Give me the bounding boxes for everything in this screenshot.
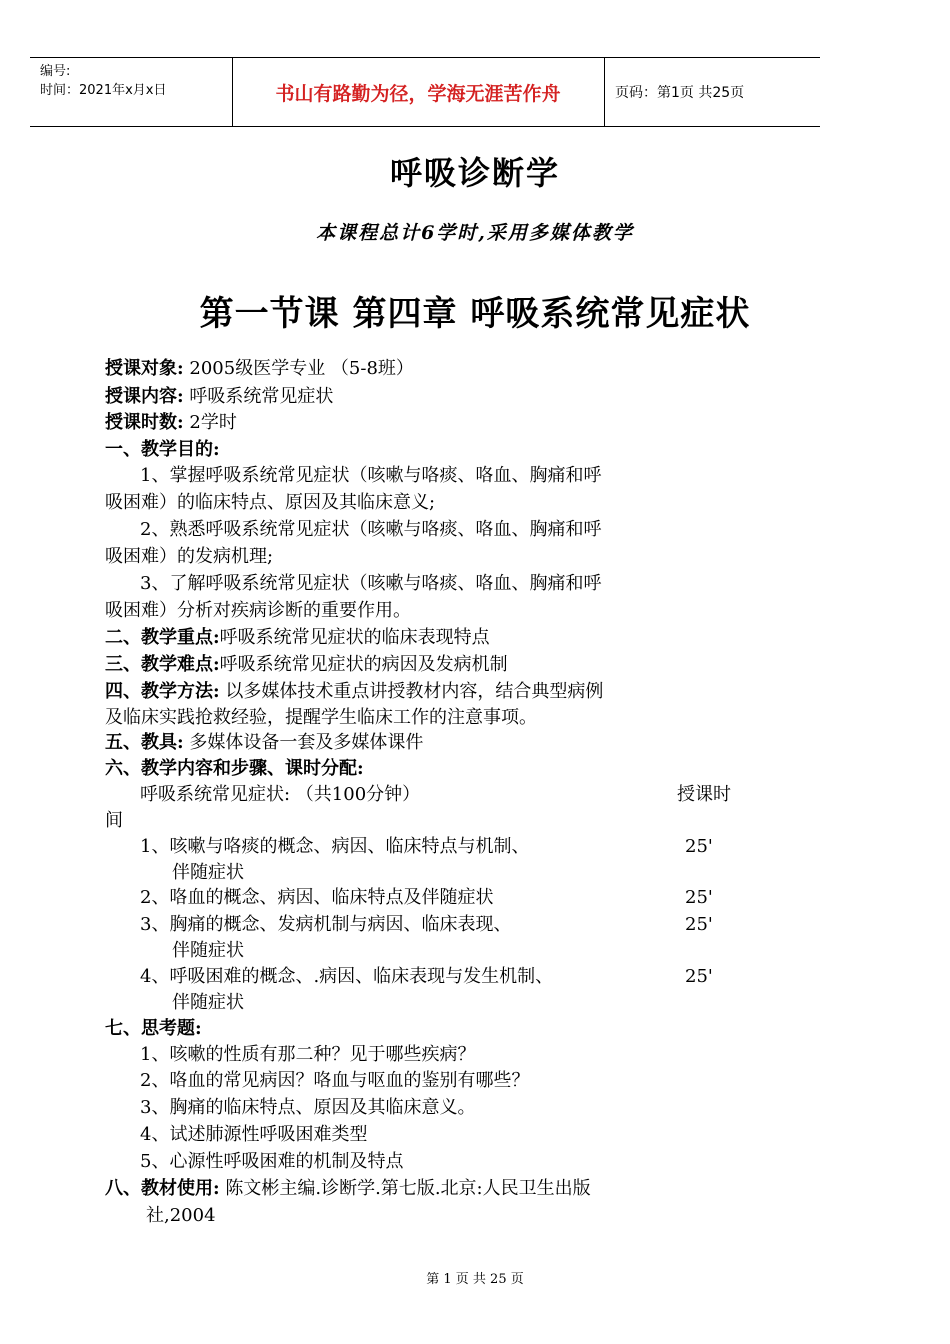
key-points-value: 呼吸系统常见症状的临床表现特点 xyxy=(219,627,490,648)
schedule-item-4-time: 25' xyxy=(685,966,713,987)
tools xyxy=(105,730,423,756)
question-4: 4、试述肺源性呼吸困难类型 xyxy=(140,1124,368,1145)
schedule-item-1: 1、咳嗽与咯痰的概念、病因、临床特点与机制、 xyxy=(140,836,530,857)
goal-1-line-2: 吸困难）的临床特点、原因及其临床意义; xyxy=(105,492,436,513)
doc-subtitle: 本课程总计6学时,采用多媒体教学 xyxy=(316,222,634,244)
schedule-heading: 六、教学内容和步骤、课时分配: xyxy=(105,758,364,779)
info-target-label: 授课对象: xyxy=(105,358,184,379)
info-hours-label: 授课时数: xyxy=(105,412,184,433)
difficulties xyxy=(105,652,508,678)
schedule-item-3: 3、胸痛的概念、发病机制与病因、临床表现、 xyxy=(140,914,512,935)
textbook-value-2: 社,2004 xyxy=(146,1205,216,1226)
tools-value: 多媒体设备一套及多媒体课件 xyxy=(189,732,424,753)
methods-value-1: 以多媒体技术重点讲授教材内容，结合典型病例 xyxy=(225,681,604,702)
textbook-label: 八、教材使用: xyxy=(105,1178,220,1199)
textbook-value-1: 陈文彬主编.诊断学.第七版.北京:人民卫生出版 xyxy=(225,1178,591,1199)
goal-2-line-2: 吸困难）的发病机理; xyxy=(105,546,274,567)
header-motto: 书山有路勤为径，学海无涯苦作舟 xyxy=(275,82,561,105)
tools-label: 五、教具: xyxy=(105,732,184,753)
methods xyxy=(105,679,603,705)
info-hours xyxy=(105,410,237,436)
schedule-item-1-time: 25' xyxy=(685,836,713,857)
info-content-value: 呼吸系统常见症状 xyxy=(189,386,334,407)
schedule-item-2-time: 25' xyxy=(685,887,713,908)
questions-heading: 七、思考题: xyxy=(105,1018,202,1039)
textbook xyxy=(105,1176,591,1202)
schedule-column-label-cont: 间 xyxy=(105,810,123,831)
goal-3-line-1: 3、了解呼吸系统常见症状（咳嗽与咯痰、咯血、胸痛和呼 xyxy=(140,573,602,594)
schedule-item-4: 4、呼吸困难的概念、.病因、临床表现与发生机制、 xyxy=(140,966,554,987)
methods-value-2: 及临床实践抢救经验，提醒学生临床工作的注意事项。 xyxy=(105,707,537,728)
question-1: 1、咳嗽的性质有那二种？见于哪些疾病？ xyxy=(140,1044,476,1065)
header-divider xyxy=(604,58,605,126)
header-meta xyxy=(40,62,166,100)
info-content-label: 授课内容: xyxy=(105,386,184,407)
goals-heading: 一、教学目的: xyxy=(105,439,220,460)
methods-label: 四、教学方法: xyxy=(105,681,220,702)
goal-3-line-2: 吸困难）分析对疾病诊断的重要作用。 xyxy=(105,600,411,621)
schedule-item-2: 2、咯血的概念、病因、临床特点及伴随症状 xyxy=(140,887,494,908)
header-number-label: 编号: xyxy=(40,64,71,79)
key-points-label: 二、教学重点: xyxy=(105,627,220,648)
doc-title: 呼吸诊断学 xyxy=(389,154,560,192)
header-page-label: 页码：第1页 共25页 xyxy=(615,85,745,101)
schedule-item-4-cont: 伴随症状 xyxy=(172,992,244,1013)
schedule-item-3-time: 25' xyxy=(685,914,713,935)
goal-1-line-1: 1、掌握呼吸系统常见症状（咳嗽与咯痰、咯血、胸痛和呼 xyxy=(140,465,602,486)
page-header xyxy=(30,57,820,127)
difficulties-label: 三、教学难点: xyxy=(105,654,220,675)
schedule-item-3-cont: 伴随症状 xyxy=(172,940,244,961)
question-2: 2、咯血的常见病因？咯血与呕血的鉴别有哪些？ xyxy=(140,1070,530,1091)
question-3: 3、胸痛的临床特点、原因及其临床意义。 xyxy=(140,1097,476,1118)
schedule-column-label: 授课时 xyxy=(677,784,731,805)
schedule-item-1-cont: 伴随症状 xyxy=(172,862,244,883)
key-points xyxy=(105,625,490,651)
header-time-label: 时间：2021年x月x日 xyxy=(40,83,167,98)
page-footer: 第 1 页 共 25 页 xyxy=(426,1272,524,1287)
info-target xyxy=(105,356,414,382)
info-hours-value: 2学时 xyxy=(189,412,237,433)
lesson-title: 第一节课 第四章 呼吸系统常见症状 xyxy=(199,294,751,334)
question-5: 5、心源性呼吸困难的机制及特点 xyxy=(140,1151,404,1172)
difficulties-value: 呼吸系统常见症状的病因及发病机制 xyxy=(219,654,508,675)
schedule-intro: 呼吸系统常见症状: （共100分钟） xyxy=(140,784,421,805)
info-content xyxy=(105,384,333,410)
info-target-value: 2005级医学专业 （5-8班） xyxy=(189,358,414,379)
goal-2-line-1: 2、熟悉呼吸系统常见症状（咳嗽与咯痰、咯血、胸痛和呼 xyxy=(140,519,602,540)
